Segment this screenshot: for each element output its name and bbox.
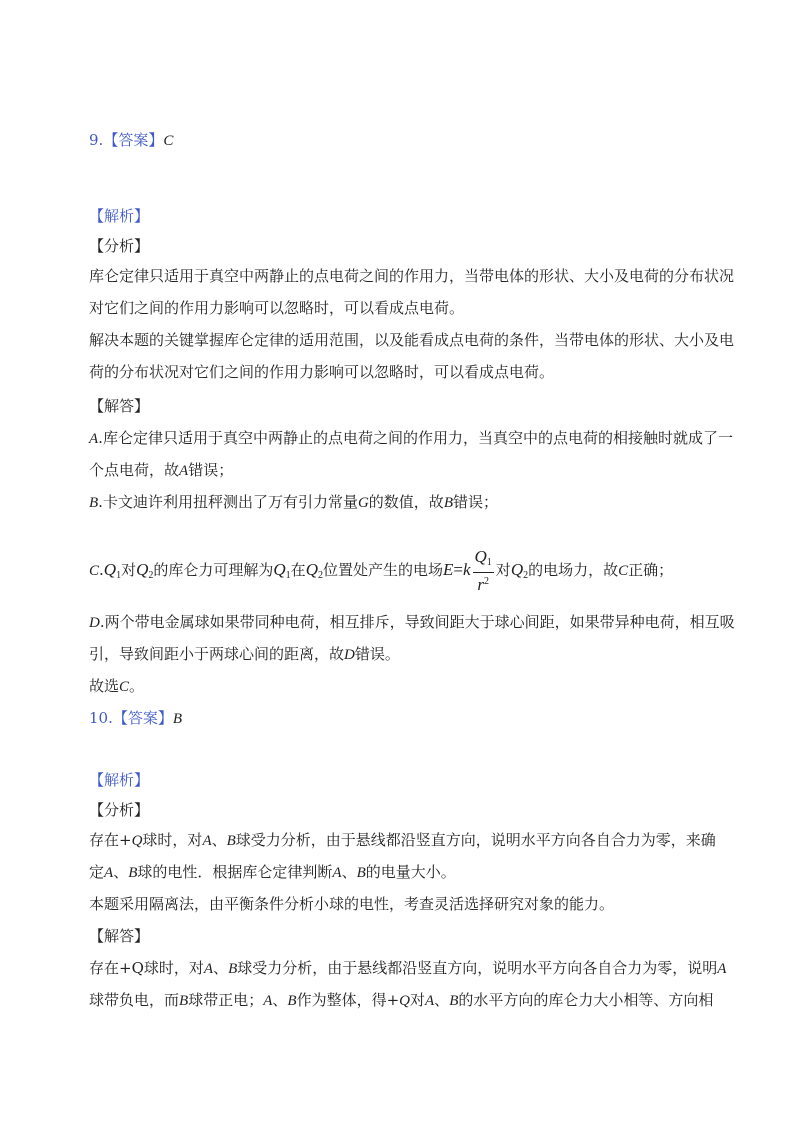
text: 球的电性．根据库仑定律判断: [137, 863, 333, 881]
text: 的水平方向的库仑力大小相等、方向相: [458, 991, 714, 1009]
text: 作为整体，得+: [296, 991, 400, 1009]
q9-option-b: [89, 492, 498, 513]
option-a-letter: A: [89, 431, 99, 447]
option-d-verdict: 错误。: [354, 645, 400, 663]
fraction-denominator: [473, 573, 494, 594]
superscript: 2: [483, 576, 489, 587]
option-c-text-6: 的电场力，故: [528, 561, 619, 579]
q2-symbol: [136, 560, 153, 579]
q10-solution-line-1: [89, 958, 726, 979]
q9-analysis-line-2: 对它们之间的作用力影响可以忽略时，可以看成点电荷。: [89, 299, 465, 317]
text: 、: [113, 863, 129, 881]
option-a-ref: A: [179, 463, 189, 479]
text: 、: [434, 991, 450, 1009]
conclusion-suffix: 。: [129, 677, 145, 695]
subscript: 1: [486, 557, 492, 568]
text: 、: [272, 991, 288, 1009]
q10-jiexi-heading: 【解析】: [89, 771, 150, 789]
q10-analysis-line-3: 本题采用隔离法，由平衡条件分析小球的电性，考查灵活选择研究对象的能力。: [89, 895, 615, 913]
option-c-letter: C: [89, 563, 100, 579]
option-b-text: .卡文迪许利用扭秤测出了万有引力常量: [98, 493, 358, 511]
q9-number: 9.: [89, 131, 104, 149]
q9-heading: [89, 130, 173, 151]
subscript: 2: [523, 570, 529, 581]
a-symbol: A: [332, 865, 342, 881]
q10-answer-tag: 【答案】: [112, 709, 173, 727]
text: 的电量大小。: [365, 863, 456, 881]
a-symbol: A: [425, 993, 435, 1009]
q10-analysis-line-1: [89, 830, 716, 851]
q9-conclusion: [89, 676, 144, 697]
option-c-dot: .: [99, 561, 104, 579]
conclusion-prefix: 故选: [89, 677, 120, 695]
q9-fenxi-heading: 【分析】: [89, 237, 150, 255]
fraction-numerator: [473, 548, 494, 573]
q9-option-c: [89, 548, 673, 596]
text: 球时，对: [142, 831, 203, 849]
option-a-verdict: 错误；: [188, 461, 234, 479]
q10-answer: B: [172, 711, 183, 727]
option-b-ref: B: [443, 495, 453, 511]
e-symbol: E: [442, 560, 454, 579]
q10-analysis-line-2: [89, 862, 456, 883]
option-c-text-5: 对: [495, 561, 511, 579]
option-c-text-1: 对: [121, 561, 137, 579]
q1-symbol: [273, 560, 290, 579]
a-symbol: A: [202, 833, 212, 849]
a-symbol: A: [104, 865, 114, 881]
option-a-text: .库仑定律只适用于真空中两静止的点电荷之间的作用力，当真空中的点电荷的相接触时就成了一: [98, 429, 733, 447]
q10-heading: [89, 708, 182, 729]
q10-fenxi-heading: 【分析】: [89, 801, 150, 819]
q-symbol: Q: [131, 833, 143, 849]
option-c-text-2: 的库仑力可理解为: [153, 561, 274, 579]
q9-option-a-line-2: [89, 460, 233, 481]
q-letter: Q: [273, 560, 286, 579]
text: 存在+: [89, 831, 132, 849]
subscript: 2: [317, 570, 323, 581]
subscript: 1: [116, 570, 122, 581]
option-b-constant: G: [357, 495, 369, 511]
option-b-text-2: 的数值，故: [368, 493, 444, 511]
option-d-text-2: 引，导致间距小于两球心间的距离，故: [89, 645, 345, 663]
text: 定: [89, 863, 105, 881]
subscript: 2: [148, 570, 154, 581]
q10-solution-line-2: [89, 990, 713, 1011]
b-symbol: B: [226, 833, 236, 849]
text: 球受力分析，由于悬线都沿竖直方向，说明水平方向各自合力为零，说明: [237, 959, 718, 977]
b-symbol: B: [228, 961, 238, 977]
q9-answer: C: [163, 133, 174, 149]
q9-option-d-line-2: [89, 644, 400, 665]
q9-analysis-line-3: 解决本题的关键掌握库仑定律的适用范围，以及能看成点电荷的条件，当带电体的形状、大小及电: [89, 331, 735, 349]
q9-jiexi-heading: 【解析】: [89, 207, 150, 225]
b-symbol: B: [287, 993, 297, 1009]
option-c-ref: C: [618, 563, 629, 579]
q2-symbol: [306, 560, 323, 579]
option-b-letter: B: [89, 495, 99, 511]
q2-symbol: [511, 560, 528, 579]
option-c-verdict: 正确；: [628, 561, 674, 579]
equals-sign: =: [453, 560, 463, 579]
option-d-letter: D: [89, 615, 100, 631]
text: 、: [213, 959, 229, 977]
a-symbol: A: [263, 993, 273, 1009]
b-symbol: B: [356, 865, 366, 881]
text: 球带负电，而: [89, 991, 180, 1009]
text: 存在+Q球时，对: [89, 959, 204, 977]
q9-analysis-line-1: 库仑定律只适用于真空中两静止的点电荷之间的作用力，当带电体的形状、大小及电荷的分布状况: [89, 267, 735, 285]
option-c-text-3: 在: [290, 561, 306, 579]
q10-jieda-heading: 【解答】: [89, 927, 150, 945]
q-letter: Q: [510, 560, 524, 579]
q9-jieda-heading: 【解答】: [89, 397, 150, 415]
q-letter: Q: [474, 547, 487, 566]
q-letter: Q: [305, 560, 318, 579]
q9-option-d-line-1: [89, 612, 735, 633]
b-symbol: B: [128, 865, 138, 881]
option-c-text-4: 位置处产生的电场: [322, 561, 443, 579]
field-fraction: [473, 548, 494, 594]
text: 、: [211, 831, 227, 849]
r-letter: r: [477, 575, 484, 594]
b-symbol: B: [179, 993, 189, 1009]
q9-answer-tag: 【答案】: [103, 131, 164, 149]
text: 对: [409, 991, 425, 1009]
q1-symbol: [104, 560, 121, 579]
q-letter: Q: [136, 560, 149, 579]
b-symbol: B: [449, 993, 459, 1009]
q9-option-a-line-1: [89, 428, 733, 449]
text: 球受力分析，由于悬线都沿竖直方向，说明水平方向各自合力为零，来确: [235, 831, 716, 849]
text: 球带正电；: [188, 991, 264, 1009]
q9-analysis-line-4: 荷的分布状况对它们之间的作用力影响可以忽略时，可以看成点电荷。: [89, 363, 555, 381]
a-symbol: A: [717, 961, 727, 977]
a-symbol: A: [203, 961, 214, 977]
subscript: 1: [285, 570, 291, 581]
option-a-text-2: 个点电荷，故: [89, 461, 180, 479]
option-b-verdict: 错误；: [452, 493, 498, 511]
q-symbol: Q: [399, 993, 410, 1009]
option-d-text: .两个带电金属球如果带同种电荷，相互排斥，导致间距大于球心间距，如果带异种电荷，相互吸: [99, 613, 735, 631]
k-symbol: k: [462, 560, 471, 579]
conclusion-answer: C: [119, 679, 130, 695]
option-d-ref: D: [344, 647, 355, 663]
q-letter: Q: [103, 560, 117, 579]
q10-number: 10.: [89, 709, 113, 727]
text: 、: [341, 863, 357, 881]
